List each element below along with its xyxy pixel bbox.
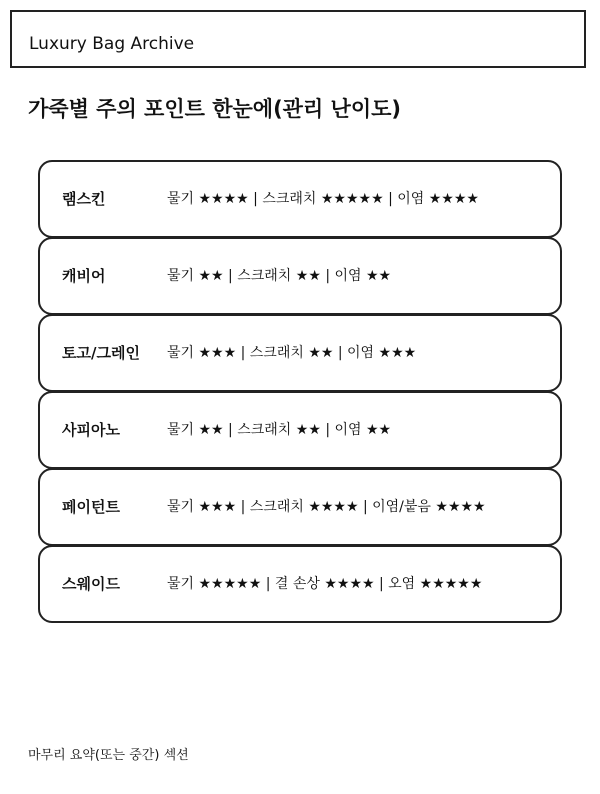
leather-card	[38, 237, 562, 315]
leather-card	[38, 314, 562, 392]
leather-card-list	[38, 160, 562, 622]
leather-name: 페이턴트	[62, 498, 120, 516]
section-note: 마무리 요약(또는 중간) 섹션	[28, 748, 189, 763]
leather-card	[38, 468, 562, 546]
leather-care-rating: 물기 ★★★ | 스크래치 ★★ | 이염 ★★★	[167, 345, 417, 361]
leather-name: 캐비어	[62, 267, 106, 285]
site-title: Luxury Bag Archive	[29, 34, 195, 54]
leather-card	[38, 160, 562, 238]
leather-card	[38, 391, 562, 469]
page-title: 가죽별 주의 포인트 한눈에(관리 난이도)	[28, 97, 402, 121]
site-header	[10, 10, 586, 68]
leather-care-rating: 물기 ★★★★★ | 결 손상 ★★★★ | 오염 ★★★★★	[167, 576, 483, 592]
leather-care-rating: 물기 ★★ | 스크래치 ★★ | 이염 ★★	[167, 268, 392, 284]
leather-name: 램스킨	[62, 190, 106, 208]
leather-name: 스웨이드	[62, 575, 120, 593]
leather-care-rating: 물기 ★★ | 스크래치 ★★ | 이염 ★★	[167, 422, 392, 438]
leather-card	[38, 545, 562, 623]
leather-care-rating: 물기 ★★★★ | 스크래치 ★★★★★ | 이염 ★★★★	[167, 191, 479, 207]
leather-name: 토고/그레인	[62, 344, 140, 362]
leather-care-rating: 물기 ★★★ | 스크래치 ★★★★ | 이염/붙음 ★★★★	[167, 499, 486, 515]
leather-name: 사피아노	[62, 421, 120, 439]
